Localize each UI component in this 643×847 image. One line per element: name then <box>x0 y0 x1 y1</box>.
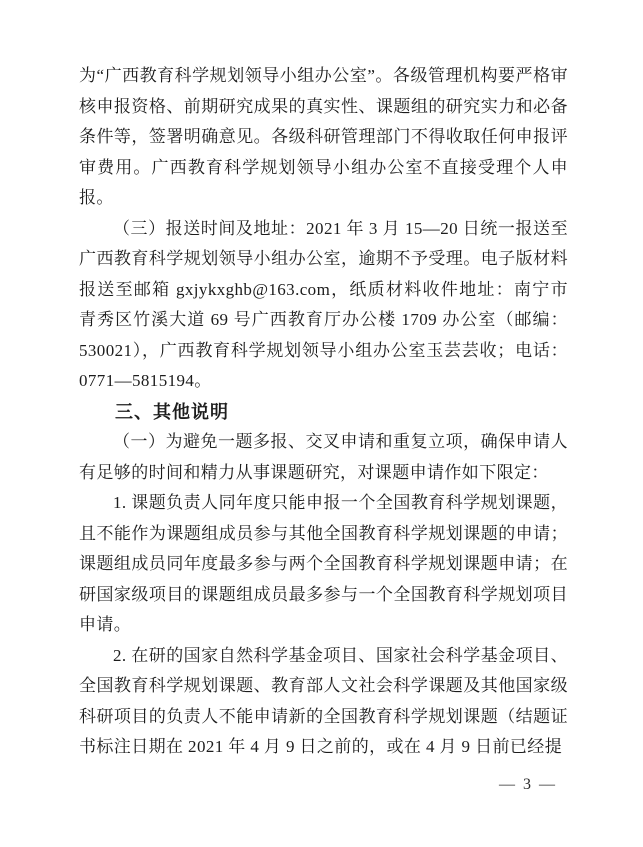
paragraph-continuation: 为“广西教育科学规划领导小组办公室”。各级管理机构要严格审核申报资格、前期研究成果的真实性、课题组的研究实力和必备条件等，签署明确意见。各级科研管理部门不得收取任何申报评审费用。广西教育科学规划领导小组办公室不直接受理个人申报。 <box>79 66 568 207</box>
paragraph-restriction-intro: （一）为避免一题多报、交叉申请和重复立项，确保申请人有足够的时间和精力从事课题研究，对课题申请作如下限定： <box>79 432 568 482</box>
paragraph-rule-2: 2. 在研的国家自然科学基金项目、国家社会科学基金项目、全国教育科学规划课题、教育部人文社会科学课题及其他国家级科研项目的负责人不能申请新的全国教育科学规划课题（结题证书标注日期在 2021 年 4 月 9 日之前的，或在 4 月 9 日前已经提 <box>79 645 568 756</box>
section-heading-other-notes: 三、其他说明 <box>115 401 229 422</box>
paragraph-submission-info: （三）报送时间及地址：2021 年 3 月 15—20 日统一报送至广西教育科学规划领导小组办公室，逾期不予受理。电子版材料报送至邮箱 gxjykxghb@163.com，纸质材料收件地址：南宁市青秀区竹溪大道 69 号广西教育厅办公楼 1709 办公室（邮编：530021），广西教育科学规划领导小组办公室玉芸芸收；电话：0771—5815194。 <box>79 218 568 390</box>
page-number: — 3 — <box>499 776 557 793</box>
paragraph-rule-1: 1. 课题负责人同年度只能申报一个全国教育科学规划课题，且不能作为课题组成员参与其他全国教育科学规划课题的申请；课题组成员同年度最多参与两个全国教育科学规划课题申请；在研国家级项目的课题组成员最多参与一个全国教育科学规划项目申请。 <box>79 493 568 634</box>
document-body <box>79 61 568 763</box>
